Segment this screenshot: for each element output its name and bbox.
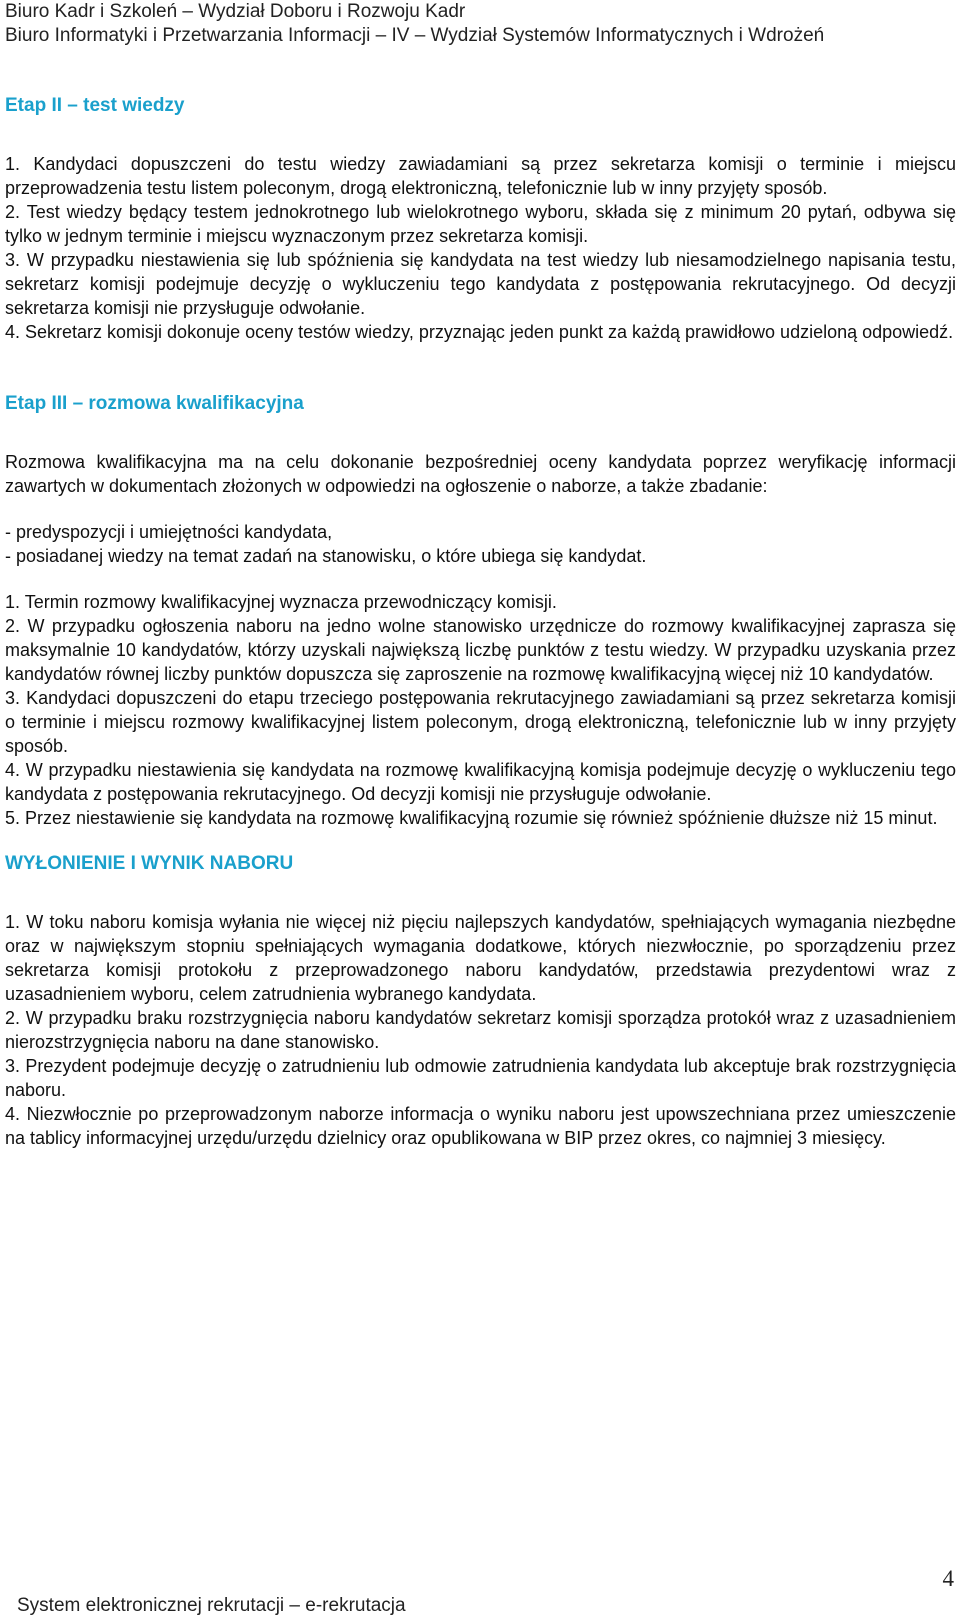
etap3-intro: Rozmowa kwalifikacyjna ma na celu dokonanie bezpośredniej oceny kandydata poprzez weryfikację informacji zawartych w dokumentach złożonych w odpowiedzi na ogłoszenie o naborze, a także zbadanie: (5, 452, 956, 496)
etap2-item-3: 3. W przypadku niestawienia się lub spóźnienia się kandydata na test wiedzy lub niesamodzielnego napisania testu, sekretarz komisji podejmuje decyzję o wykluczeniu tego kandydata z postępowania rekrutacyjnego. Od decyzji sekretarza komisji nie przysługuje odwołanie. (5, 250, 956, 318)
page-footer: System elektronicznej rekrutacji – e-rekrutacja (17, 1595, 406, 1616)
wynik-item-3: 3. Prezydent podejmuje decyzję o zatrudnieniu lub odmowie zatrudnienia kandydata lub akceptuje brak rozstrzygnięcia naboru. (5, 1056, 956, 1100)
wynik-item-1: 1. W toku naboru komisja wyłania nie więcej niż pięciu najlepszych kandydatów, spełniających wymagania niezbędne oraz w największym stopniu spełniających wymagania dodatkowe, których niezwłocznie, po sporządzeniu przez sekretarza komisji protokołu z przeprowadzonego naboru kandydatów, przedstawia prezydentowi wraz z uzasadnieniem wyboru, celem zatrudnienia wybranego kandydata. (5, 912, 956, 1004)
section-heading-etap-3: Etap III – rozmowa kwalifikacyjna (5, 393, 304, 414)
etap3-item-5: 5. Przez niestawienie się kandydata na rozmowę kwalifikacyjną rozumie się również spóźnienie dłuższe niż 15 minut. (5, 808, 938, 828)
wynik-item-2: 2. W przypadku braku rozstrzygnięcia naboru kandydatów sekretarz komisji sporządza protokół wraz z uzasadnieniem nierozstrzygnięcia naboru na dane stanowisko. (5, 1008, 956, 1052)
etap3-item-1: 1. Termin rozmowy kwalifikacyjnej wyznacza przewodniczący komisji. (5, 592, 557, 612)
header-line-2: Biuro Informatyki i Przetwarzania Informacji – IV – Wydział Systemów Informatycznych i Wdrożeń (5, 24, 825, 46)
page-header (5, 0, 935, 47)
header-line-1: Biuro Kadr i Szkoleń – Wydział Doboru i Rozwoju Kadr (5, 1, 466, 22)
etap3-bullet-2: - posiadanej wiedzy na temat zadań na stanowisku, o które ubiega się kandydat. (5, 546, 647, 566)
etap3-item-3: 3. Kandydaci dopuszczeni do etapu trzeciego postępowania rekrutacyjnego zawiadamiani są przez sekretarza komisji o terminie i miejscu rozmowy kwalifikacyjnej listem poleconym, drogą elektroniczną, telefonicznie lub w inny przyjęty sposób. (5, 688, 956, 756)
etap3-item-2: 2. W przypadku ogłoszenia naboru na jedno wolne stanowisko urzędnicze do rozmowy kwalifikacyjnej zaprasza się maksymalnie 10 kandydatów, którzy uzyskali największą liczbę punktów z testu wiedzy. W przypadku uzyskania przez kandydatów równej liczby punktów dopuszcza się zaproszenie na rozmowę kwalifikacyjną więcej niż 10 kandydatów. (5, 616, 956, 684)
etap2-item-4: 4. Sekretarz komisji dokonuje oceny testów wiedzy, przyznając jeden punkt za każdą prawidłowo udzieloną odpowiedź. (5, 322, 954, 342)
etap2-item-1: 1. Kandydaci dopuszczeni do testu wiedzy zawiadamiani są przez sekretarza komisji o terminie i miejscu przeprowadzenia testu listem poleconym, drogą elektroniczną, telefonicznie lub w inny przyjęty sposób. (5, 154, 956, 198)
section-heading-wynik-naboru: WYŁONIENIE I WYNIK NABORU (5, 853, 294, 874)
wynik-item-4: 4. Niezwłocznie po przeprowadzonym naborze informacja o wyniku naboru jest upowszechniana przez umieszczenie na tablicy informacyjnej urzędu/urzędu dzielnicy oraz opublikowana w BIP przez okres, co najmniej 3 miesięcy. (5, 1104, 956, 1148)
section-heading-etap-2: Etap II – test wiedzy (5, 95, 185, 116)
etap3-bullet-1: - predyspozycji i umiejętności kandydata, (5, 522, 333, 542)
etap3-item-4: 4. W przypadku niestawienia się kandydata na rozmowę kwalifikacyjną komisja podejmuje decyzję o wykluczeniu tego kandydata z postępowania rekrutacyjnego. Od decyzji komisji nie przysługuje odwołanie. (5, 760, 956, 804)
page-number: 4 (942, 1566, 954, 1591)
document-content (5, 94, 956, 1150)
etap2-item-2: 2. Test wiedzy będący testem jednokrotnego lub wielokrotnego wyboru, składa się z minimum 20 pytań, odbywa się tylko w jednym terminie i miejscu wyznaczonym przez sekretarza komisji. (5, 202, 956, 246)
